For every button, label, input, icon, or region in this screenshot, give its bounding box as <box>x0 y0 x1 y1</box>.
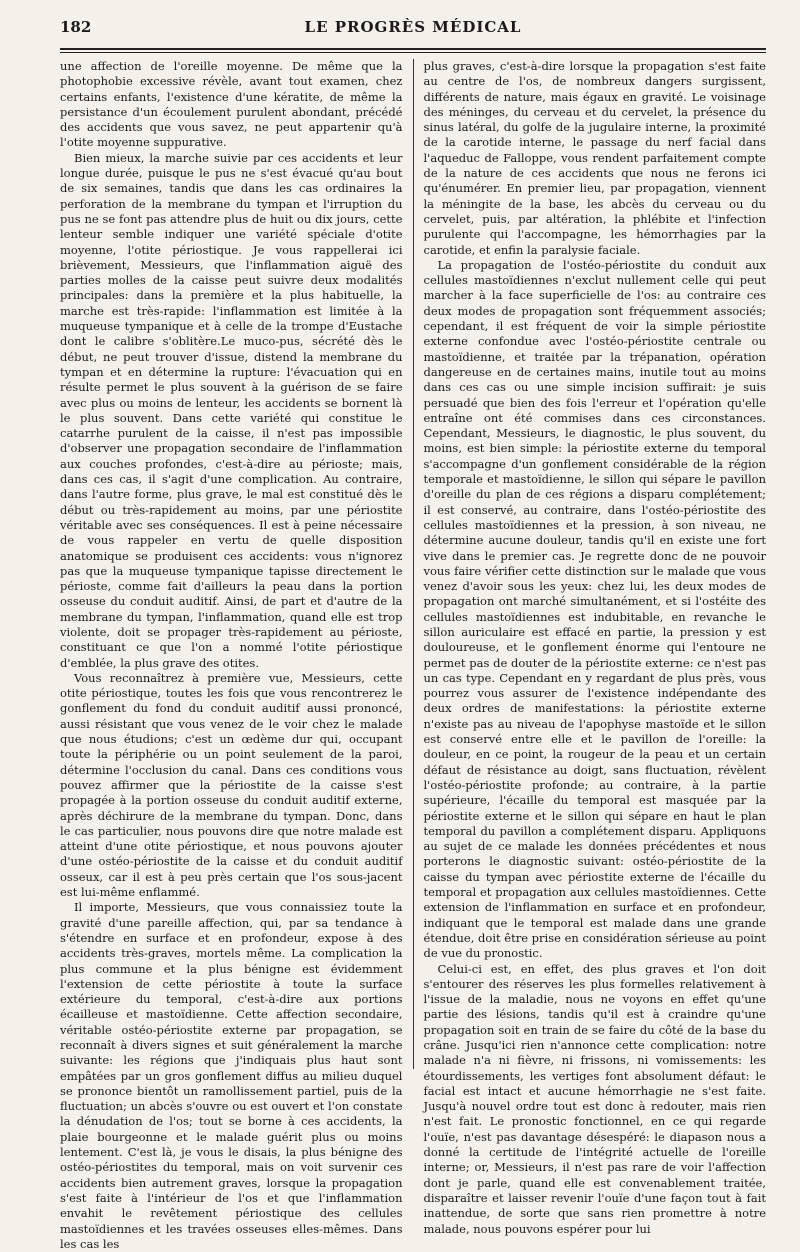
paragraph: une affection de l'oreille moyenne. De même que la photophobie excessive révèle, avant tout examen, chez certains enfants, l'existence d'une kératite, de même la persistance d'un écoulement purulent abondant, précédé des accidents que vous savez, ne peut appartenir qu'à l'otite moyenne suppurative. <box>60 59 403 150</box>
text-columns <box>60 59 766 1251</box>
page-header <box>60 18 766 46</box>
page-number: 182 <box>60 18 92 36</box>
paragraph: La propagation de l'ostéo-périostite du conduit aux cellules mastoïdiennes n'exclut nullement celle qui peut marcher à la face superficielle de l'os: au contraire ces deux modes de propagation sont fréquemment associés; cependant, il est fréquent de voir la simple périostite externe confondue avec l'ostéo-périostite centrale ou mastoïdienne, et traitée par la trépanation, opération dangereuse en de certaines mains, inutile tout au moins dans ces cas ou une simple incision suffirait: je suis persuadé que bien des fois l'erreur et l'opération qu'elle entraîne ont été commises dans ces circonstances. Cependant, Messieurs, le diagnostic, le plus souvent, du moins, est bien simple: la périostite externe du temporal s'accompagne d'un gonflement considérable de la région temporale et mastoïdienne, le sillon qui sépare le pavillon d'oreille du plan de ces régions a disparu complétement; il est conservé, au contraire, dans l'ostéo-périostite des cellules mastoïdiennes et la pression, à son niveau, ne détermine aucune douleur, tandis qu'il en existe une fort vive dans le premier cas. Je regrette donc de ne pouvoir vous faire vérifier cette distinction sur le malade que vous venez d'avoir sous les yeux: chez lui, les deux modes de propagation ont marché simultanément, et si l'ostéite des cellules mastoïdiennes est indubitable, en revanche le sillon auriculaire est effacé en partie, la pression y est douloureuse, et le gonflement énorme qui l'entoure ne permet pas de douter de la périostite externe: ce n'est pas un cas type. Cependant en y regardant de plus près, vous pourrez vous assurer de l'existence indépendante des deux ordres de manifestations: la périostite externe n'existe pas au niveau de l'apophyse mastoïde et le sillon est conservé entre elle et le pavillon de l'oreille: la douleur, en ce point, la rougeur de la peau et un certain défaut de résistance au doigt, sans fluctuation, révèlent l'ostéo-périostite profonde; au contraire, à la partie supérieure, l'écaille du temporal est masquée par la périostite externe et le sillon qui sépare en haut le plan temporal du pavillon a complétement disparu. Appliquons au sujet de ce malade les données précédentes et nous porterons le diagnostic suivant: ostéo-périostite de la caisse du tympan avec périostite externe de l'écaille du temporal et propagation aux cellules mastoïdiennes. Cette extension de l'inflammation en surface et en profondeur, indiquant que le temporal est malade dans une grande étendue, doit être prise en considération sérieuse au point de vue du pronostic. <box>423 257 766 961</box>
right-column <box>423 59 767 1236</box>
header-rule-thin <box>60 52 766 53</box>
column-divider <box>413 59 414 1069</box>
paragraph: Celui-ci est, en effet, des plus graves et l'on doit s'entourer des réserves les plus formelles relativement à l'issue de la maladie, nous ne voyons en effet qu'une partie des lésions, tandis qu'il est à craindre qu'une propagation soit en train de se faire du côté de la base du crâne. Jusqu'ici rien n'annonce cette complication: notre malade n'a ni fièvre, ni frissons, ni vomissements: les étourdissements, les vertiges font absolument défaut: le facial est intact et aucune hémorrhagie ne s'est faite. Jusqu'à nouvel ordre tout est donc à redouter, mais rien n'est fait. Le pronostic fonctionnel, en ce qui regarde l'ouïe, n'est pas davantage désespéré: le diapason nous a donné la certitude de l'intégrité actuelle de l'oreille interne; or, Messieurs, il n'est pas rare de voir l'affection dont je parle, quand elle est convenablement traitée, disparaître et laisser revenir l'ouïe d'une façon tout à fait inattendue, de sorte que sans rien promettre à notre malade, nous pouvons espérer pour lui <box>423 961 766 1236</box>
paragraph: plus graves, c'est-à-dire lorsque la propagation s'est faite au centre de l'os, de nombreux dangers surgissent, différents de nature, mais égaux en gravité. Le voisinage des méninges, du cerveau et du cervelet, la présence du sinus latéral, du golfe de la jugulaire interne, la proximité de la carotide interne, le passage du nerf facial dans l'aqueduc de Falloppe, vous rendent parfaitement compte de la nature de ces accidents que nous ne ferons ici qu'énumérer. En premier lieu, par propagation, viennent la méningite de la base, les abcès du cerveau ou du cervelet, puis, par altération, la phlébite et l'infection purulente qui l'accompagne, les hémorrhagies par la carotide, et enfin la paralysie faciale. <box>423 59 766 257</box>
paragraph: Il importe, Messieurs, que vous connaissiez toute la gravité d'une pareille affection, qui, par sa tendance à s'étendre en surface et en profondeur, expose à des accidents très-graves, mortels même. La complication la plus commune et la plus bénigne est évidemment l'extension de cette périostite à toute la surface extérieure du temporal, c'est-à-dire aux portions écailleuse et mastoïdienne. Cette affection secondaire, véritable ostéo-périostite externe par propagation, se reconnaît à divers signes et suit généralement la marche suivante: les régions que j'indiquais plus haut sont empâtées par un gros gonflement diffus au milieu duquel se prononce bientôt un ramollissement partiel, puis de la fluctuation; un abcès s'ouvre ou est ouvert et l'on constate la dénudation de l'os; tout se borne à ces accidents, la plaie bourgeonne et le malade guérit plus ou moins lentement. C'est là, je vous le disais, la plus bénigne des ostéo-périostites du temporal, mais on voit survenir ces accidents bien autrement graves, lorsque la propagation s'est faite à l'intérieur de l'os et que l'inflammation envahit le revêtement périostique des cellules mastoïdiennes et les travées osseuses elles-mêmes. Dans les cas les <box>60 900 403 1251</box>
paragraph: Bien mieux, la marche suivie par ces accidents et leur longue durée, puisque le pus ne s'est évacué qu'au bout de six semaines, tandis que dans les cas ordinaires la perforation de la membrane du tympan et l'irruption du pus ne se font pas attendre plus de huit ou dix jours, cette lenteur semble indiquer une variété spéciale d'otite moyenne, l'otite périostique. Je vous rappellerai ici brièvement, Messieurs, que l'inflammation aiguë des parties molles de la caisse peut suivre deux modalités principales: dans la première et la plus habituelle, la marche est très-rapide: l'inflammation est limitée à la muqueuse tympanique et à celle de la trompe d'Eustache dont le calibre s'oblitère.Le muco-pus, sécrété dès le début, ne peut trouver d'issue, distend la membrane du tympan et en détermine la rupture: l'évacuation qui en résulte permet le plus souvent à la guérison de se faire avec plus ou moins de lenteur, les accidents se bornent là le plus souvent. Dans cette variété qui constitue le catarrhe purulent de la caisse, il n'est pas impossible d'observer une propagation secondaire de l'inflammation aux couches profondes, c'est-à-dire au périoste; mais, dans ces cas, il s'agit d'une complication. Au contraire, dans l'autre forme, plus grave, le mal est constitué dès le début ou très-rapidement au moins, par une périostite véritable avec ses conséquences. Il est à peine nécessaire de vous rappeler en vertu de quelle disposition anatomique se produisent ces accidents: vous n'ignorez pas que la muqueuse tympanique tapisse directement le périoste, comme fait d'ailleurs la peau dans la portion osseuse du conduit auditif. Ainsi, de part et d'autre de la membrane du tympan, l'inflammation, quand elle est trop violente, doit se propager très-rapidement au périoste, constituant ce que l'on a nommé l'otite périostique d'emblée, la plus grave des otites. <box>60 150 403 670</box>
journal-title: LE PROGRÈS MÉDICAL <box>304 18 522 36</box>
paragraph: Vous reconnaîtrez à première vue, Messieurs, cette otite périostique, toutes les fois que vous rencontrerez le gonflement du fond du conduit auditif aussi prononcé, aussi résistant que vous venez de le voir chez le malade que nous étudions; c'est un œdème dur qui, occupant toute la périphérie ou un point seulement de la paroi, détermine l'occlusion du canal. Dans ces conditions vous pouvez affirmer que la périostite de la caisse s'est propagée à la portion osseuse du conduit auditif externe, après déchirure de la membrane du tympan. Donc, dans le cas particulier, nous pouvons dire que notre malade est atteint d'une otite périostique, et nous pouvons ajouter d'une ostéo-périostite de la caisse et du conduit auditif osseux, car il est à peu près certain que l'os sous-jacent est lui-même enflammé. <box>60 670 403 900</box>
left-column <box>60 59 403 1251</box>
header-rule <box>60 48 766 50</box>
